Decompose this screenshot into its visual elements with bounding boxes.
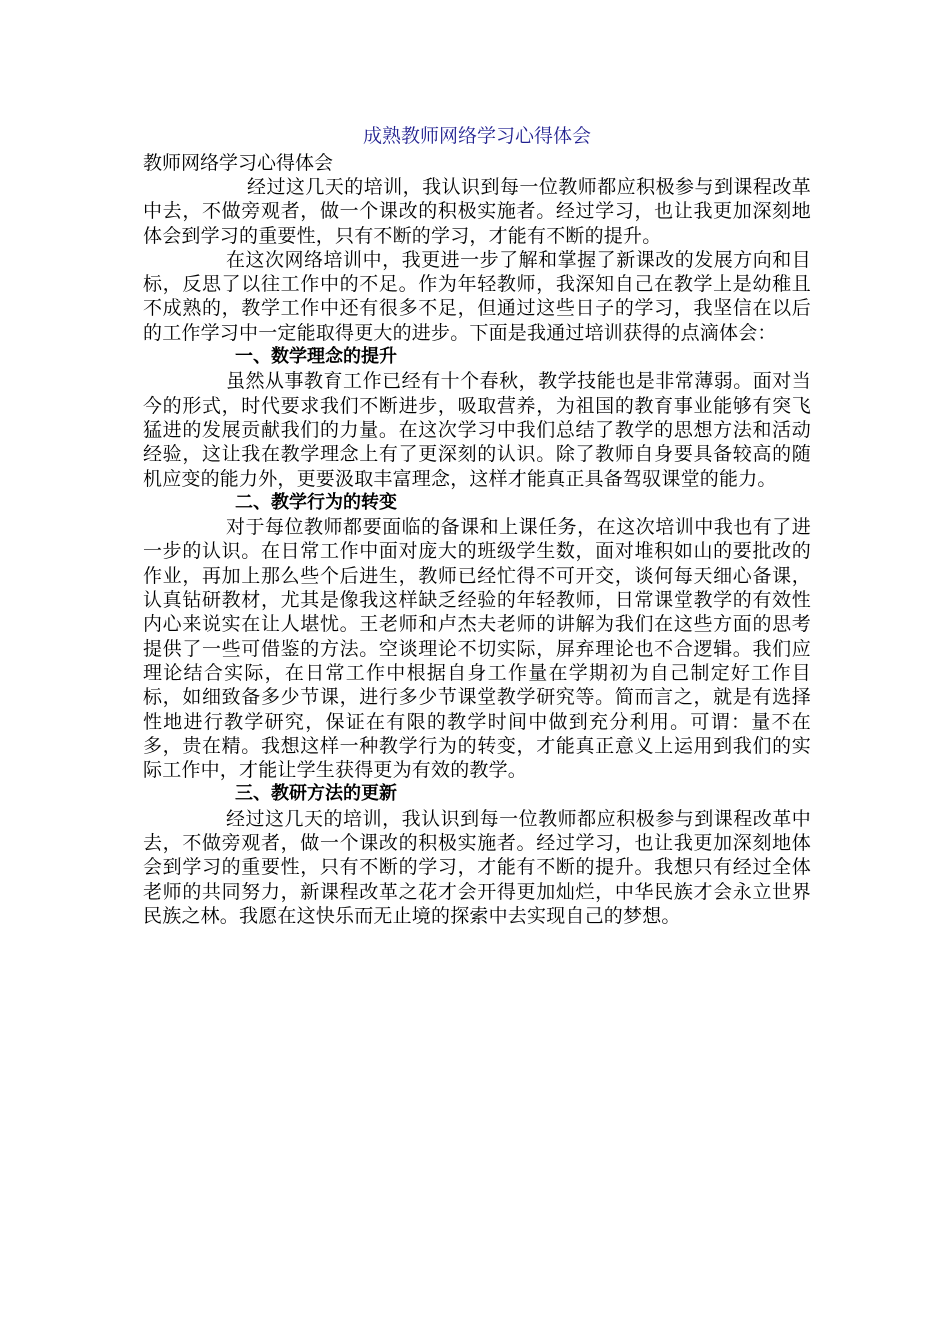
- intro-paragraph-1: 经过这几天的培训，我认识到每一位教师都应积极参与到课程改革中去，不做旁观者，做一个课改的积极实施者。经过学习，也让我更加深刻地体会到学习的重要性，只有不断的学习，才能有不断的提升。: [143, 176, 811, 247]
- section-heading-1: 一、数学理念的提升: [235, 346, 397, 368]
- document-page: [143, 121, 811, 928]
- section-heading-3: 三、教研方法的更新: [235, 783, 397, 805]
- document-title: 成熟教师网络学习心得体会: [362, 125, 591, 147]
- section-text-3: 经过这几天的培训，我认识到每一位教师都应积极参与到课程改革中去，不做旁观者，做一个课改的积极实施者。经过学习，也让我更加深刻地体会到学习的重要性，只有不断的学习，才能有不断的提升。我想只有经过全体老师的共同努力，新课程改革之花才会开得更加灿烂，中华民族才会永立世界民族之林。我愿在这快乐而无止境的探索中去实现自己的梦想。: [143, 807, 811, 927]
- section-text-1: 虽然从事教育工作已经有十个春秋，教学技能也是非常薄弱。面对当今的形式，时代要求我们不断进步，吸取营养，为祖国的教育事业能够有突飞猛进的发展贡献我们的力量。在这次学习中我们总结了教学的思想方法和活动经验，这让我在教学理念上有了更深刻的认识。除了教师自身要具备较高的随机应变的能力外，更要汲取丰富理念，这样才能真正具备驾驭课堂的能力。: [143, 370, 811, 490]
- section-heading-2: 二、教学行为的转变: [235, 491, 397, 513]
- intro-paragraph-2: 在这次网络培训中，我更进一步了解和掌握了新课改的发展方向和目标，反思了以往工作中的不足。作为年轻教师，我深知自己在教学上是幼稚且不成熟的，教学工作中还有很多不足，但通过这些日子的学习，我坚信在以后的工作学习中一定能取得更大的进步。下面是我通过培训获得的点滴体会：: [143, 248, 811, 344]
- document-subtitle: 教师网络学习心得体会: [143, 152, 334, 174]
- section-text-2: 对于每位教师都要面临的备课和上课任务，在这次培训中我也有了进一步的认识。在日常工作中面对庞大的班级学生数，面对堆积如山的要批改的作业，再加上那么些个后进生，教师已经忙得不可开交，谈何每天细心备课，认真钻研教材，尤其是像我这样缺乏经验的年轻教师，日常课堂教学的有效性内心来说实在让人堪忧。王老师和卢杰夫老师的讲解为我们在这些方面的思考提供了一些可借鉴的方法。空谈理论不切实际，屏弃理论也不合逻辑。我们应理论结合实际，在日常工作中根据自身工作量在学期初为自己制定好工作目标，如细致备多少节课，进行多少节课堂教学研究等。简而言之，就是有选择性地进行教学研究，保证在有限的教学时间中做到充分利用。可谓：量不在多，贵在精。我想这样一种教学行为的转变，才能真正意义上运用到我们的实际工作中，才能让学生获得更为有效的教学。: [143, 516, 811, 782]
